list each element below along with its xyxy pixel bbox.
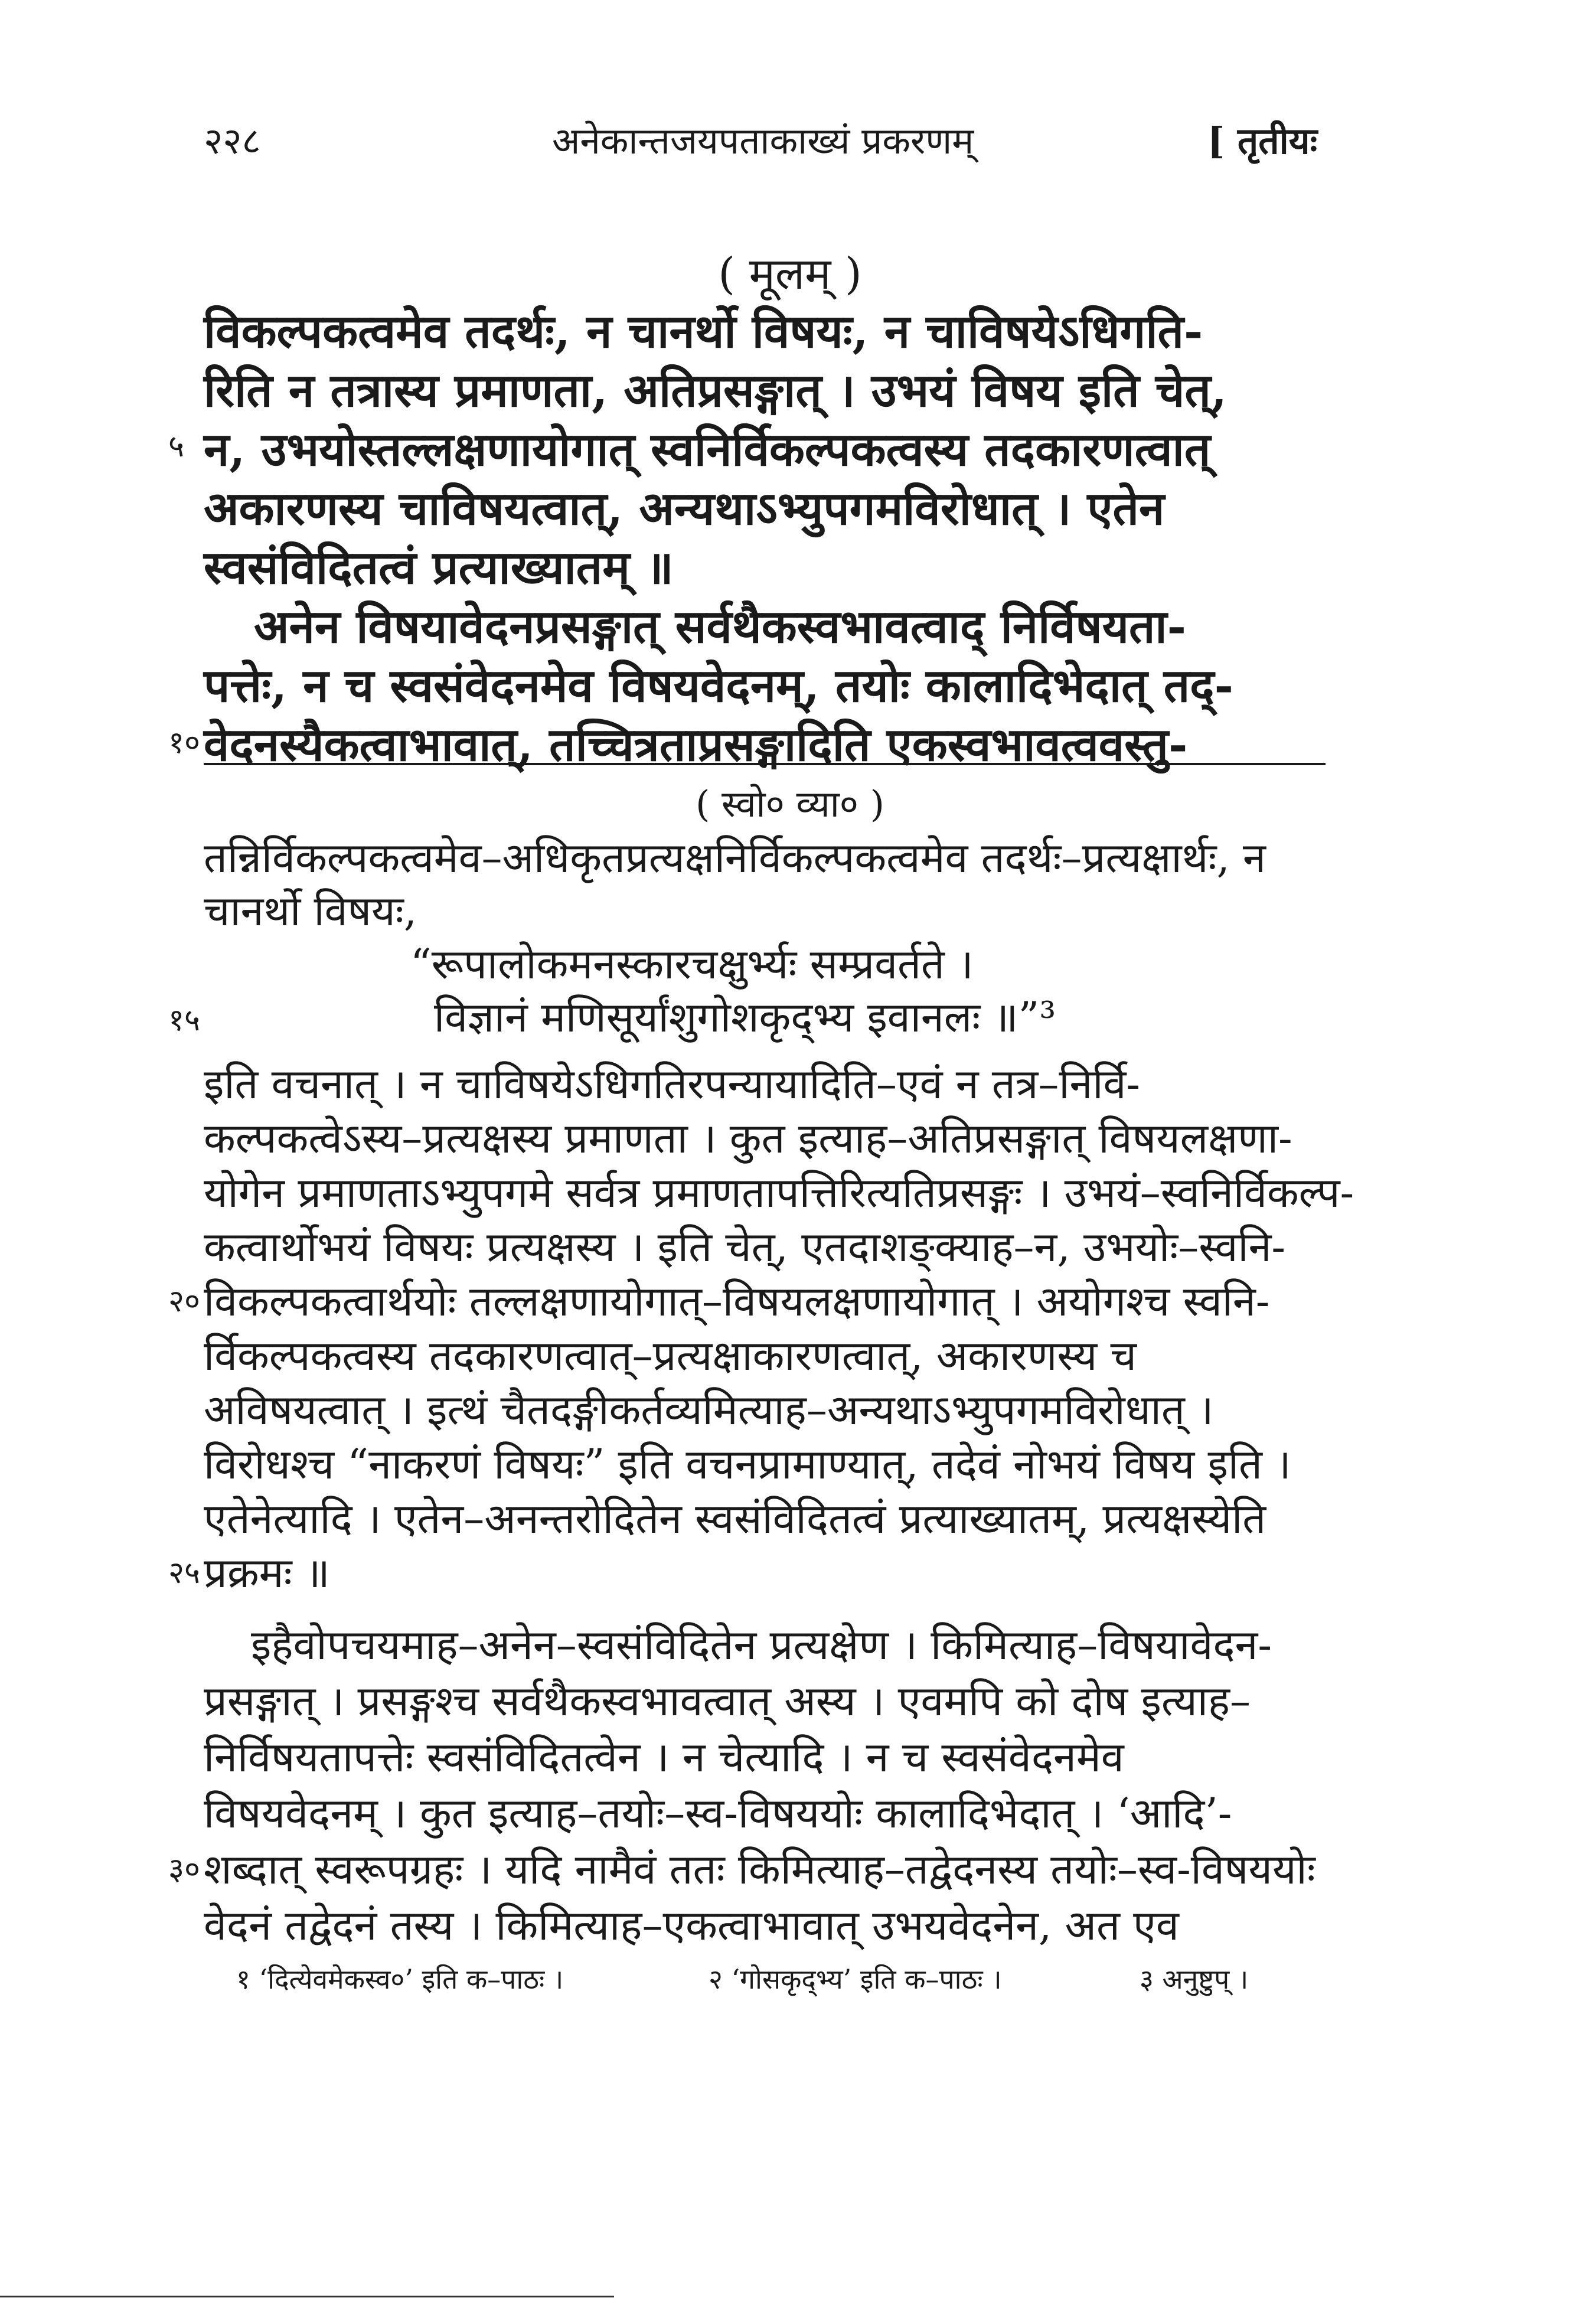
commentary-line: प्रक्रमः ॥ — [204, 1549, 330, 1597]
commentary-line: एतेनेत्यादि । एतेन–अनन्तरोदितेन स्वसंविदितत्वं प्रत्याख्यातम्, प्रत्यक्षस्येति — [204, 1494, 1266, 1543]
section-marker: [ तृतीयः — [1207, 119, 1318, 162]
commentary-line: कत्वार्थोभयं विषयः प्रत्यक्षस्य । इति चेत्, एतदाशङ्क्याह–न, उभयोः–स्वनि- — [204, 1223, 1286, 1271]
margin-line-number: २० — [168, 1284, 201, 1319]
commentary-line: योगेन प्रमाणताऽभ्युपगमे सर्वत्र प्रमाणतापत्तिरित्यतिप्रसङ्गः । उभयं–स्वनिर्विकल्प- — [204, 1168, 1354, 1217]
mool-heading: ( मूलम् ) — [718, 249, 862, 299]
running-title: अनेकान्तजयपताकाख्यं प्रकरणम् — [552, 119, 974, 162]
commentary-line: चानर्थो विषयः, — [204, 887, 417, 935]
page-number: २२८ — [204, 119, 261, 162]
commentary-line: कल्पकत्वेऽस्य–प्रत्यक्षस्य प्रमाणता । कुत इत्याह–अतिप्रसङ्गात् विषयलक्षणा- — [204, 1114, 1292, 1163]
footnote: ३ अनुष्टुप् । — [1140, 1963, 1249, 1995]
mool-line: अनेन विषयावेदनप्रसङ्गात् सर्वथैकस्वभावत्वाद् निर्विषयता- — [254, 600, 1186, 654]
commentary-line: अविषयत्वात् । इत्थं चैतदङ्गीकर्तव्यमित्याह–अन्यथाऽभ्युपगमविरोधात् । — [204, 1386, 1214, 1434]
mool-line: पत्तेः, न च स्वसंवेदनमेव विषयवेदनम्, तयोः कालादिभेदात् तद्- — [204, 659, 1233, 713]
mool-line: न, उभयोस्तल्लक्षणायोगात् स्वनिर्विकल्पकत्वस्य तदकारणत्वात् — [204, 423, 1211, 476]
commentary-line: वेदनं तद्वेदनं तस्य । किमित्याह–एकत्वाभावात् उभयवेदनेन, अत एव — [204, 1901, 1179, 1950]
commentary-line: र्विकल्पकत्वस्य तदकारणत्वात्–प्रत्यक्षाकारणत्वात्, अकारणस्य च — [204, 1331, 1137, 1380]
mool-line: वेदनस्यैकत्वाभावात्, तच्चित्रताप्रसङ्गादिति एकस्वभावत्ववस्तु- — [204, 718, 1188, 772]
commentary-line: इहैवोपचयमाह–अनेन–स्वसंविदितेन प्रत्यक्षेण । किमित्याह–विषयावेदन- — [251, 1621, 1272, 1669]
page-bottom-rule — [0, 2296, 614, 2297]
footnote: २ ‘गोसकृद्भ्य’ इति क–पाठः । — [709, 1963, 1002, 1995]
mool-line: रिति न तत्रास्य प्रमाणता, अतिप्रसङ्गात् । उभयं विषय इति चेत्, — [204, 364, 1227, 417]
verse-line: “रूपालोकमनस्कारचक्षुर्भ्यः सम्प्रवर्तते । — [410, 940, 974, 988]
mool-line: स्वसंविदितत्वं प्रत्याख्यातम् ॥ — [204, 541, 674, 595]
margin-line-number: १५ — [168, 1003, 201, 1038]
commentary-line: तन्निर्विकल्पकत्वमेव–अधिकृतप्रत्यक्षनिर्विकल्पकत्वमेव तदर्थः–प्रत्यक्षार्थः, न — [204, 834, 1266, 882]
margin-line-number: २५ — [168, 1555, 201, 1591]
commentary-line: विकल्पकत्वार्थयोः तल्लक्षणायोगात्–विषयलक्षणायोगात् । अयोगश्च स्वनि- — [204, 1277, 1270, 1326]
margin-line-number: ५ — [168, 429, 185, 464]
commentary-line: इति वचनात् । न चाविषयेऽधिगतिरपन्यायादिति–एवं न तत्र–निर्वि- — [204, 1060, 1141, 1108]
margin-line-number: १० — [168, 725, 201, 760]
section-divider — [204, 763, 1326, 765]
mool-line: अकारणस्य चाविषयत्वात्, अन्यथाऽभ्युपगमविरोधात् । एतेन — [204, 482, 1165, 536]
commentary-line: शब्दात् स्वरूपग्रहः । यदि नामैवं ततः किमित्याह–तद्वेदनस्य तयोः–स्व-विषययोः — [204, 1845, 1315, 1894]
commentary-line: विषयवेदनम् । कुत इत्याह–तयोः–स्व-विषययोः कालादिभेदात् । ‘आदि’- — [204, 1789, 1232, 1837]
commentary-line: निर्विषयतापत्तेः स्वसंविदितत्वेन । न चेत्यादि । न च स्वसंवेदनमेव — [204, 1733, 1124, 1781]
mool-line: विकल्पकत्वमेव तदर्थः, न चानर्थो विषयः, न चाविषयेऽधिगति- — [204, 305, 1203, 358]
vyakhya-heading: ( स्वो० व्या० ) — [696, 782, 884, 825]
margin-line-number: ३० — [168, 1852, 201, 1887]
verse-line: विज्ञानं मणिसूर्यांशुगोशकृद्भ्य इवानलः ॥”³ — [434, 993, 1056, 1042]
footnote: १ ‘दित्येवमेकस्व०’ इति क–पाठः । — [236, 1963, 564, 1995]
commentary-line: विरोधश्च “नाकरणं विषयः” इति वचनप्रामाण्यात्, तदेवं नोभयं विषय इति । — [204, 1440, 1291, 1489]
commentary-line: प्रसङ्गात् । प्रसङ्गश्च सर्वथैकस्वभावत्वात् अस्य । एवमपि को दोष इत्याह– — [204, 1677, 1251, 1725]
